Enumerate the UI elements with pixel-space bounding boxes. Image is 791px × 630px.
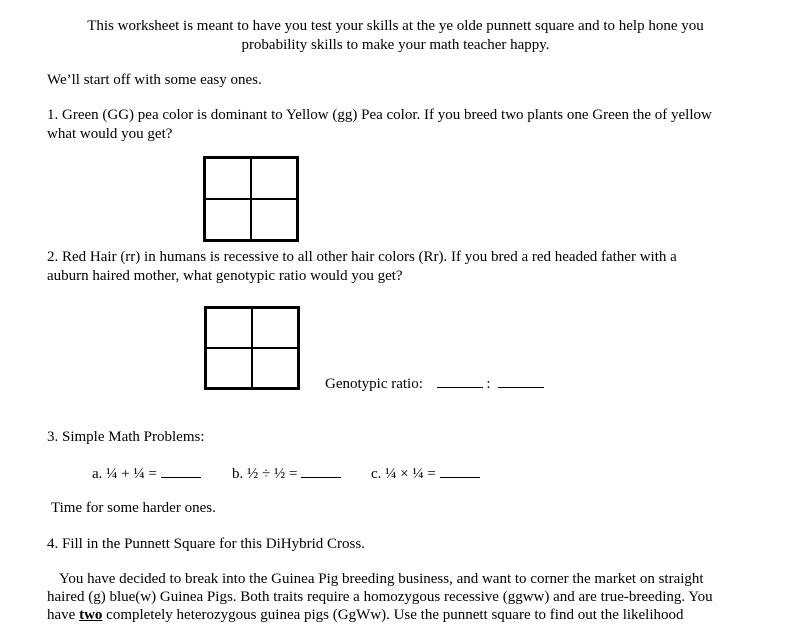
math-problem-c: [371, 465, 480, 483]
para-rest: completely heterozygous guinea pigs (GgWw). Use the punnett square to find out the likelihood: [106, 607, 684, 623]
question-1-line-2: what would you get?: [47, 126, 173, 142]
question-4-para-line-1: You have decided to break into the Guinea Pig breeding business, and want to corner the market on straight: [59, 571, 704, 587]
question-4-heading: 4. Fill in the Punnett Square for this DiHybrid Cross.: [47, 536, 365, 552]
genotypic-ratio-row: [325, 375, 544, 393]
math-problem-b: [232, 465, 341, 483]
math-problem-c-text: c. ¼ × ¼ =: [371, 466, 436, 482]
punnett-cell[interactable]: [252, 308, 298, 348]
question-2-line-2: auburn haired mother, what genotypic ratio would you get?: [47, 268, 403, 284]
easy-heading: We’ll start off with some easy ones.: [47, 72, 262, 88]
answer-blank-a[interactable]: [161, 465, 201, 478]
punnett-square-1: [203, 156, 299, 242]
punnett-cell[interactable]: [205, 158, 251, 199]
math-problem-a: [92, 465, 201, 483]
math-problem-a-text: a. ¼ + ¼ =: [92, 466, 157, 482]
punnett-cell[interactable]: [251, 158, 297, 199]
ratio-blank-2[interactable]: [498, 375, 544, 388]
ratio-blank-1[interactable]: [437, 375, 483, 388]
harder-heading: Time for some harder ones.: [51, 500, 216, 516]
question-3-heading: 3. Simple Math Problems:: [47, 429, 205, 445]
answer-blank-c[interactable]: [440, 465, 480, 478]
answer-blank-b[interactable]: [301, 465, 341, 478]
punnett-square-2: [204, 306, 300, 390]
intro-line-2: probability skills to make your math teacher happy.: [241, 37, 550, 53]
punnett-cell[interactable]: [206, 348, 252, 388]
punnett-cell[interactable]: [251, 199, 297, 240]
intro-line-1: This worksheet is meant to have you test your skills at the ye olde punnett square and to help hone you: [87, 18, 704, 34]
math-problem-b-text: b. ½ ÷ ½ =: [232, 466, 298, 482]
punnett-cell[interactable]: [206, 308, 252, 348]
para-have: have: [47, 607, 76, 623]
punnett-cell[interactable]: [205, 199, 251, 240]
question-2-line-1: 2. Red Hair (rr) in humans is recessive to all other hair colors (Rr). If you bred a red headed father with a: [47, 249, 677, 265]
question-4-para-line-3: [47, 607, 684, 624]
punnett-cell[interactable]: [252, 348, 298, 388]
genotypic-ratio-label: Genotypic ratio:: [325, 376, 423, 392]
question-1-line-1: 1. Green (GG) pea color is dominant to Yellow (gg) Pea color. If you breed two plants one Green the of yellow: [47, 107, 712, 123]
para-two-emphasis: two: [79, 607, 103, 623]
question-4-para-line-2: haired (g) blue(w) Guinea Pigs. Both traits require a homozygous recessive (ggww) and are true-breeding. You: [47, 589, 713, 605]
ratio-separator: :: [486, 376, 491, 392]
